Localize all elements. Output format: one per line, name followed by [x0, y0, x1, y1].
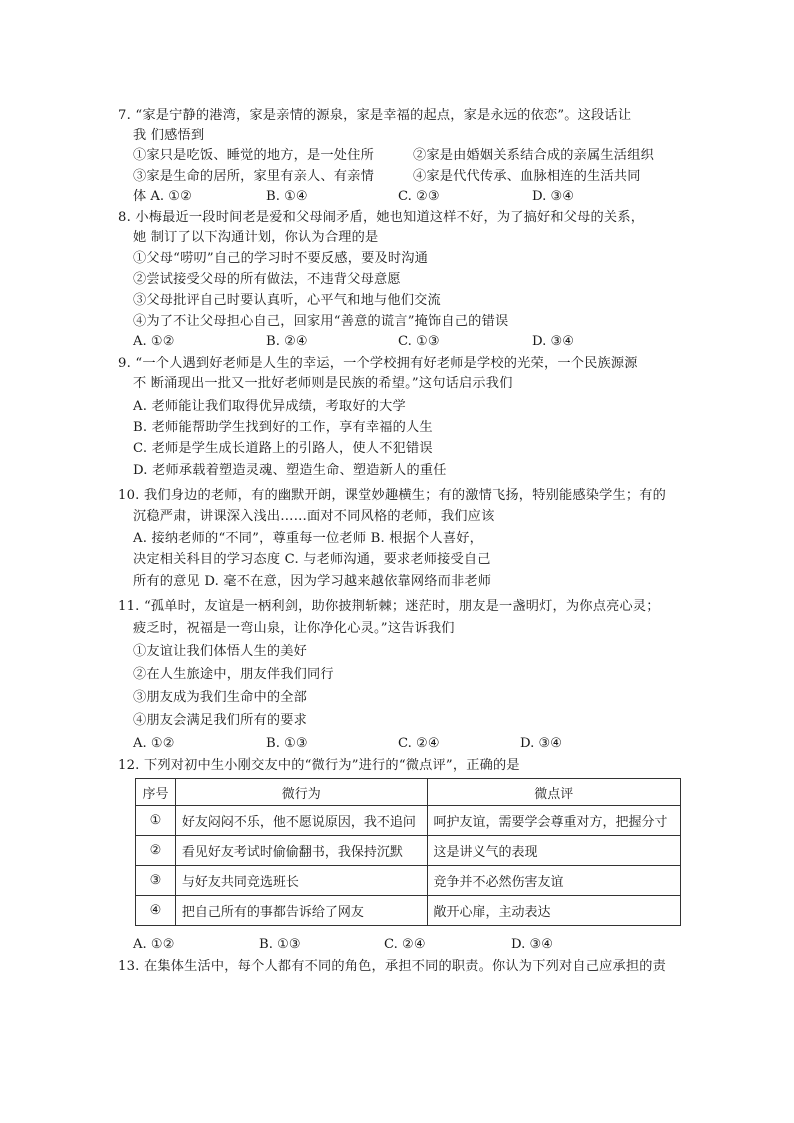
q11-option-b: B. ①③ [266, 736, 308, 751]
q12-option-c: C. ②④ [384, 937, 426, 952]
q7-statement-4: ④家是代代传承、血脉相连的生活共同 [413, 169, 641, 184]
q10-stem-line2: 沉稳严肃，讲课深入浅出……面对不同风格的老师，我们应该 [133, 509, 495, 524]
q7-statement-3: ③家是生命的居所，家里有亲人、有亲情 [133, 169, 374, 184]
q7-option-b: B. ①④ [266, 189, 308, 204]
table-cell-behavior: 好友闷闷不乐，他不愿说原因，我不追问 [175, 806, 427, 836]
table-header-cell: 微点评 [427, 779, 680, 806]
q9-stem-line1: 9. “一个人遇到好老师是人生的幸运，一个学校拥有好老师是学校的光荣，一个民族源源 [118, 356, 638, 371]
q10-stem-line1: 10. 我们身边的老师，有的幽默开朗，课堂妙趣横生；有的激情飞扬，特别能感染学生；有的 [118, 488, 667, 503]
q11-option-d: D. ③④ [520, 736, 563, 751]
q7-stem-line1: 7. “家是宁静的港湾，家是亲情的源泉，家是幸福的起点，家是永远的依恋”。这段话让 [118, 108, 632, 123]
table-cell-comment: 这是讲义气的表现 [427, 836, 680, 866]
q8-stem-line1: 8. 小梅最近一段时间老是爱和父母闹矛盾，她也知道这样不好，为了搞好和父母的关系， [118, 210, 645, 225]
q9-option-d: D. 老师承载着塑造灵魂、塑造生命、塑造新人的重任 [133, 463, 447, 478]
q11-statement-3: ③朋友成为我们生命中的全部 [133, 690, 308, 705]
table-cell-number: ④ [136, 896, 176, 926]
q8-statement-4: ④为了不让父母担心自己，回家用“善意的谎言”掩饰自己的错误 [133, 314, 509, 329]
table-row [136, 866, 681, 896]
q10-options-line1: A. 接纳老师的“不同”，尊重每一位老师 B. 根据个人喜好， [133, 531, 483, 546]
q7-option-a: 体 A. ①② [133, 189, 192, 204]
q11-option-c: C. ②④ [398, 736, 440, 751]
table-cell-behavior: 把自己所有的事都告诉给了网友 [175, 896, 427, 926]
q10-options-line3: 所有的意见 D. 毫不在意，因为学习越来越依靠网络而非老师 [133, 574, 492, 589]
q12-table [135, 778, 681, 926]
q11-statement-4: ④朋友会满足我们所有的要求 [133, 713, 308, 728]
q8-option-a: A. ①② [133, 334, 175, 349]
table-cell-comment: 竞争并不必然伤害友谊 [427, 866, 680, 896]
q7-statement-2: ②家是由婚姻关系结合成的亲属生活组织 [413, 148, 654, 163]
q8-option-b: B. ②④ [266, 334, 308, 349]
table-row [136, 806, 681, 836]
q11-stem-line2: 疲乏时，祝福是一弯山泉，让你净化心灵。”这告诉我们 [133, 621, 455, 636]
table-cell-comment: 敞开心扉，主动表达 [427, 896, 680, 926]
q11-statement-2: ②在人生旅途中，朋友伴我们同行 [133, 667, 334, 682]
q12-option-a: A. ①② [133, 937, 175, 952]
q12-option-d: D. ③④ [511, 937, 554, 952]
q12-option-b: B. ①③ [259, 937, 301, 952]
q10-options-line2: 决定相关科目的学习态度 C. 与老师沟通，要求老师接受自己 [133, 552, 491, 567]
q12-stem: 12. 下列对初中生小刚交友中的“微行为”进行的“微点评”，正确的是 [118, 758, 520, 773]
q7-stem-line2: 我 们感悟到 [133, 128, 205, 143]
q8-option-d: D. ③④ [532, 334, 575, 349]
q11-statement-1: ①友谊让我们体悟人生的美好 [133, 644, 308, 659]
table-cell-number: ③ [136, 866, 176, 896]
table-header-cell: 序号 [136, 779, 176, 806]
q7-option-d: D. ③④ [532, 189, 575, 204]
table-cell-comment: 呵护友谊，需要学会尊重对方，把握分寸 [427, 806, 680, 836]
q8-stem-line2: 她 制订了以下沟通计划，你认为合理的是 [133, 230, 379, 245]
q7-option-c: C. ②③ [398, 189, 440, 204]
table-cell-behavior: 与好友共同竞选班长 [175, 866, 427, 896]
table-header-row [136, 779, 681, 806]
q9-option-b: B. 老师能帮助学生找到好的工作，享有幸福的人生 [133, 420, 433, 435]
table-row [136, 836, 681, 866]
q8-statement-3: ③父母批评自己时要认真听，心平气和地与他们交流 [133, 293, 441, 308]
q13-stem-line1: 13. 在集体生活中，每个人都有不同的角色，承担不同的职责。你认为下列对自己应承担的责 [118, 959, 667, 974]
q7-statement-1: ①家只是吃饭、睡觉的地方，是一处住所 [133, 148, 374, 163]
q9-option-c: C. 老师是学生成长道路上的引路人，使人不犯错误 [133, 441, 433, 456]
q8-statement-1: ①父母“唠叨”自己的学习时不要反感，要及时沟通 [133, 251, 429, 266]
q9-option-a: A. 老师能让我们取得优异成绩，考取好的大学 [133, 399, 406, 414]
q8-statement-2: ②尝试接受父母的所有做法，不违背父母意愿 [133, 272, 401, 287]
table-cell-number: ① [136, 806, 176, 836]
table-cell-behavior: 看见好友考试时偷偷翻书，我保持沉默 [175, 836, 427, 866]
q11-option-a: A. ①② [133, 736, 175, 751]
table-row [136, 896, 681, 926]
q11-stem-line1: 11. “孤单时，友谊是一柄利剑，助你披荆斩棘；迷茫时，朋友是一盏明灯，为你点亮心灵； [118, 599, 660, 614]
q9-stem-line2: 不 断涌现出一批又一批好老师则是民族的希望。”这句话启示我们 [133, 376, 513, 391]
table-header-cell: 微行为 [175, 779, 427, 806]
table-cell-number: ② [136, 836, 176, 866]
q8-option-c: C. ①③ [398, 334, 440, 349]
